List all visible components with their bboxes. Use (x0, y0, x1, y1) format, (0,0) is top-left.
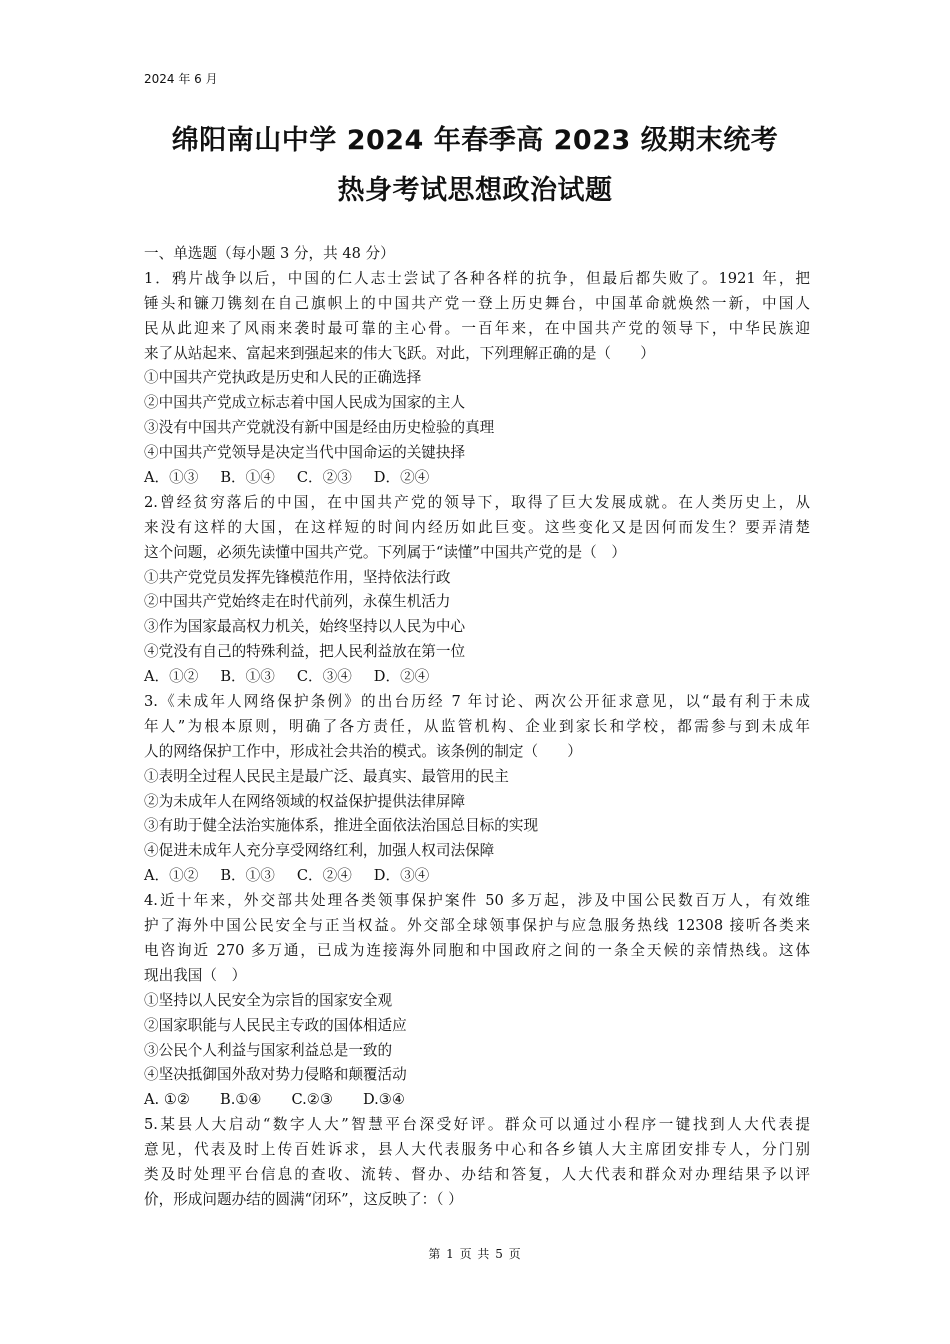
option-b: B．①③ (220, 867, 275, 885)
statement: ④中国共产党领导是决定当代中国命运的关键抉择 (144, 444, 466, 462)
option-a: A．①② (144, 867, 199, 885)
statement: ②国家职能与人民民主专政的国体相适应 (144, 1016, 407, 1034)
question-stem-line: 这个问题，必须先读懂中国共产党。下列属于“读懂”中国共产党的是（ ） (144, 543, 626, 561)
statement: ②中国共产党始终走在时代前列，永葆生机活力 (144, 593, 451, 611)
question-stem-line: 4.近十年来，外交部共处理各类领事保护案件 50 多万起，涉及中国公民数百万人，有效维 (144, 892, 810, 910)
option-c: C.②③ (291, 1091, 333, 1109)
answer-options (144, 1088, 810, 1113)
question-stem-line: 护了海外中国公民安全与正当权益。外交部全球领事保护与应急服务热线 12308 接听各类来 (144, 917, 810, 935)
question-stem-line: 1．鸦片战争以后，中国的仁人志士尝试了各种各样的抗争，但最后都失败了。1921 年，把 (144, 269, 810, 287)
question-stem-line: 类及时处理平台信息的查收、流转、督办、办结和答复，人大代表和群众对办理结果予以评 (144, 1165, 810, 1183)
option-c: C．②④ (296, 867, 352, 885)
question-stem-line: 3.《未成年人网络保护条例》的出台历经 7 年讨论、两次公开征求意见，以“最有利于未成 (144, 693, 810, 711)
question-stem-line: 来没有这样的大国，在这样短的时间内经历如此巨变。这些变化又是因何而发生？要弄清楚 (144, 518, 810, 536)
answer-options (144, 665, 810, 690)
option-b: B.①④ (219, 1091, 262, 1109)
section-heading: 一、单选题（每小题 3 分，共 48 分） (144, 245, 395, 262)
question-stem-line: 5.某县人大启动“数字人大”智慧平台深受好评。群众可以通过小程序一键找到人大代表提 (144, 1116, 810, 1134)
question-5 (144, 1113, 810, 1213)
option-a: A. ①② (144, 1091, 190, 1109)
option-c: C．②③ (296, 469, 352, 487)
page-footer: 第 1 页 共 5 页 (428, 1247, 522, 1261)
question-3 (144, 690, 810, 889)
statement: ④党没有自己的特殊利益，把人民利益放在第一位 (144, 643, 466, 661)
answer-options (144, 864, 810, 889)
statement: ①坚持以人民安全为宗旨的国家安全观 (144, 991, 393, 1009)
question-1 (144, 267, 810, 491)
header-date: 2024 年 6 月 (144, 72, 218, 86)
question-stem-line: 现出我国（ ） (144, 966, 247, 984)
option-d: D.③④ (362, 1091, 405, 1109)
statement: ①共产党党员发挥先锋模范作用，坚持依法行政 (144, 568, 451, 586)
option-d: D．②④ (373, 469, 430, 487)
statement: ④坚决抵御国外敌对势力侵略和颠覆活动 (144, 1066, 407, 1084)
statement: ①中国共产党执政是历史和人民的正确选择 (144, 369, 422, 387)
option-d: D．③④ (373, 867, 430, 885)
question-stem-line: 意见，代表及时上传百姓诉求，县人大代表服务中心和各乡镇人大主席团安排专人，分门别 (144, 1141, 810, 1159)
answer-options (144, 466, 810, 491)
option-d: D．②④ (373, 668, 430, 686)
statement: ①表明全过程人民民主是最广泛、最真实、最管用的民主 (144, 767, 509, 785)
question-stem-line: 年人”为根本原则，明确了各方责任，从监管机构、企业到家长和学校，都需参与到未成年 (144, 717, 810, 735)
option-c: C．③④ (296, 668, 352, 686)
question-stem-line: 2.曾经贫穷落后的中国，在中国共产党的领导下，取得了巨大发展成就。在人类历史上，从 (144, 493, 810, 511)
statement: ②中国共产党成立标志着中国人民成为国家的主人 (144, 394, 466, 412)
question-stem-line: 价，形成问题办结的圆满“闭环”，这反映了：（ ） (144, 1190, 463, 1208)
question-stem-line: 来了从站起来、富起来到强起来的伟大飞跃。对此，下列理解正确的是（ ） (144, 344, 655, 362)
statement: ③没有中国共产党就没有新中国是经由历史检验的真理 (144, 419, 495, 437)
question-stem-line: 电咨询近 270 多万通，已成为连接海外同胞和中国政府之间的一条全天候的亲情热线。这体 (144, 941, 810, 959)
option-b: B．①④ (220, 469, 275, 487)
question-4 (144, 889, 810, 1113)
page-title-line-1: 绵阳南山中学 2024 年春季高 2023 级期末统考 (171, 125, 779, 156)
statement: ④促进未成年人充分享受网络红利，加强人权司法保障 (144, 842, 495, 860)
page-title-line-2: 热身考试思想政治试题 (337, 175, 613, 206)
question-2 (144, 491, 810, 690)
statement: ③作为国家最高权力机关，始终坚持以人民为中心 (144, 618, 466, 636)
question-stem-line: 民从此迎来了风雨来袭时最可靠的主心骨。一百年来，在中国共产党的领导下，中华民族迎 (144, 319, 810, 337)
statement: ③公民个人利益与国家利益总是一致的 (144, 1041, 393, 1059)
statement: ②为未成年人在网络领域的权益保护提供法律屏障 (144, 792, 466, 810)
option-a: A．①③ (144, 469, 199, 487)
exam-content (144, 242, 810, 1213)
question-stem-line: 人的网络保护工作中，形成社会共治的模式。该条例的制定（ ） (144, 742, 582, 760)
question-stem-line: 锤头和镰刀镌刻在自己旗帜上的中国共产党一登上历史舞台，中国革命就焕然一新，中国人 (144, 294, 810, 312)
option-b: B．①③ (220, 668, 275, 686)
option-a: A．①② (144, 668, 199, 686)
statement: ③有助于健全法治实施体系，推进全面依法治国总目标的实现 (144, 817, 539, 835)
